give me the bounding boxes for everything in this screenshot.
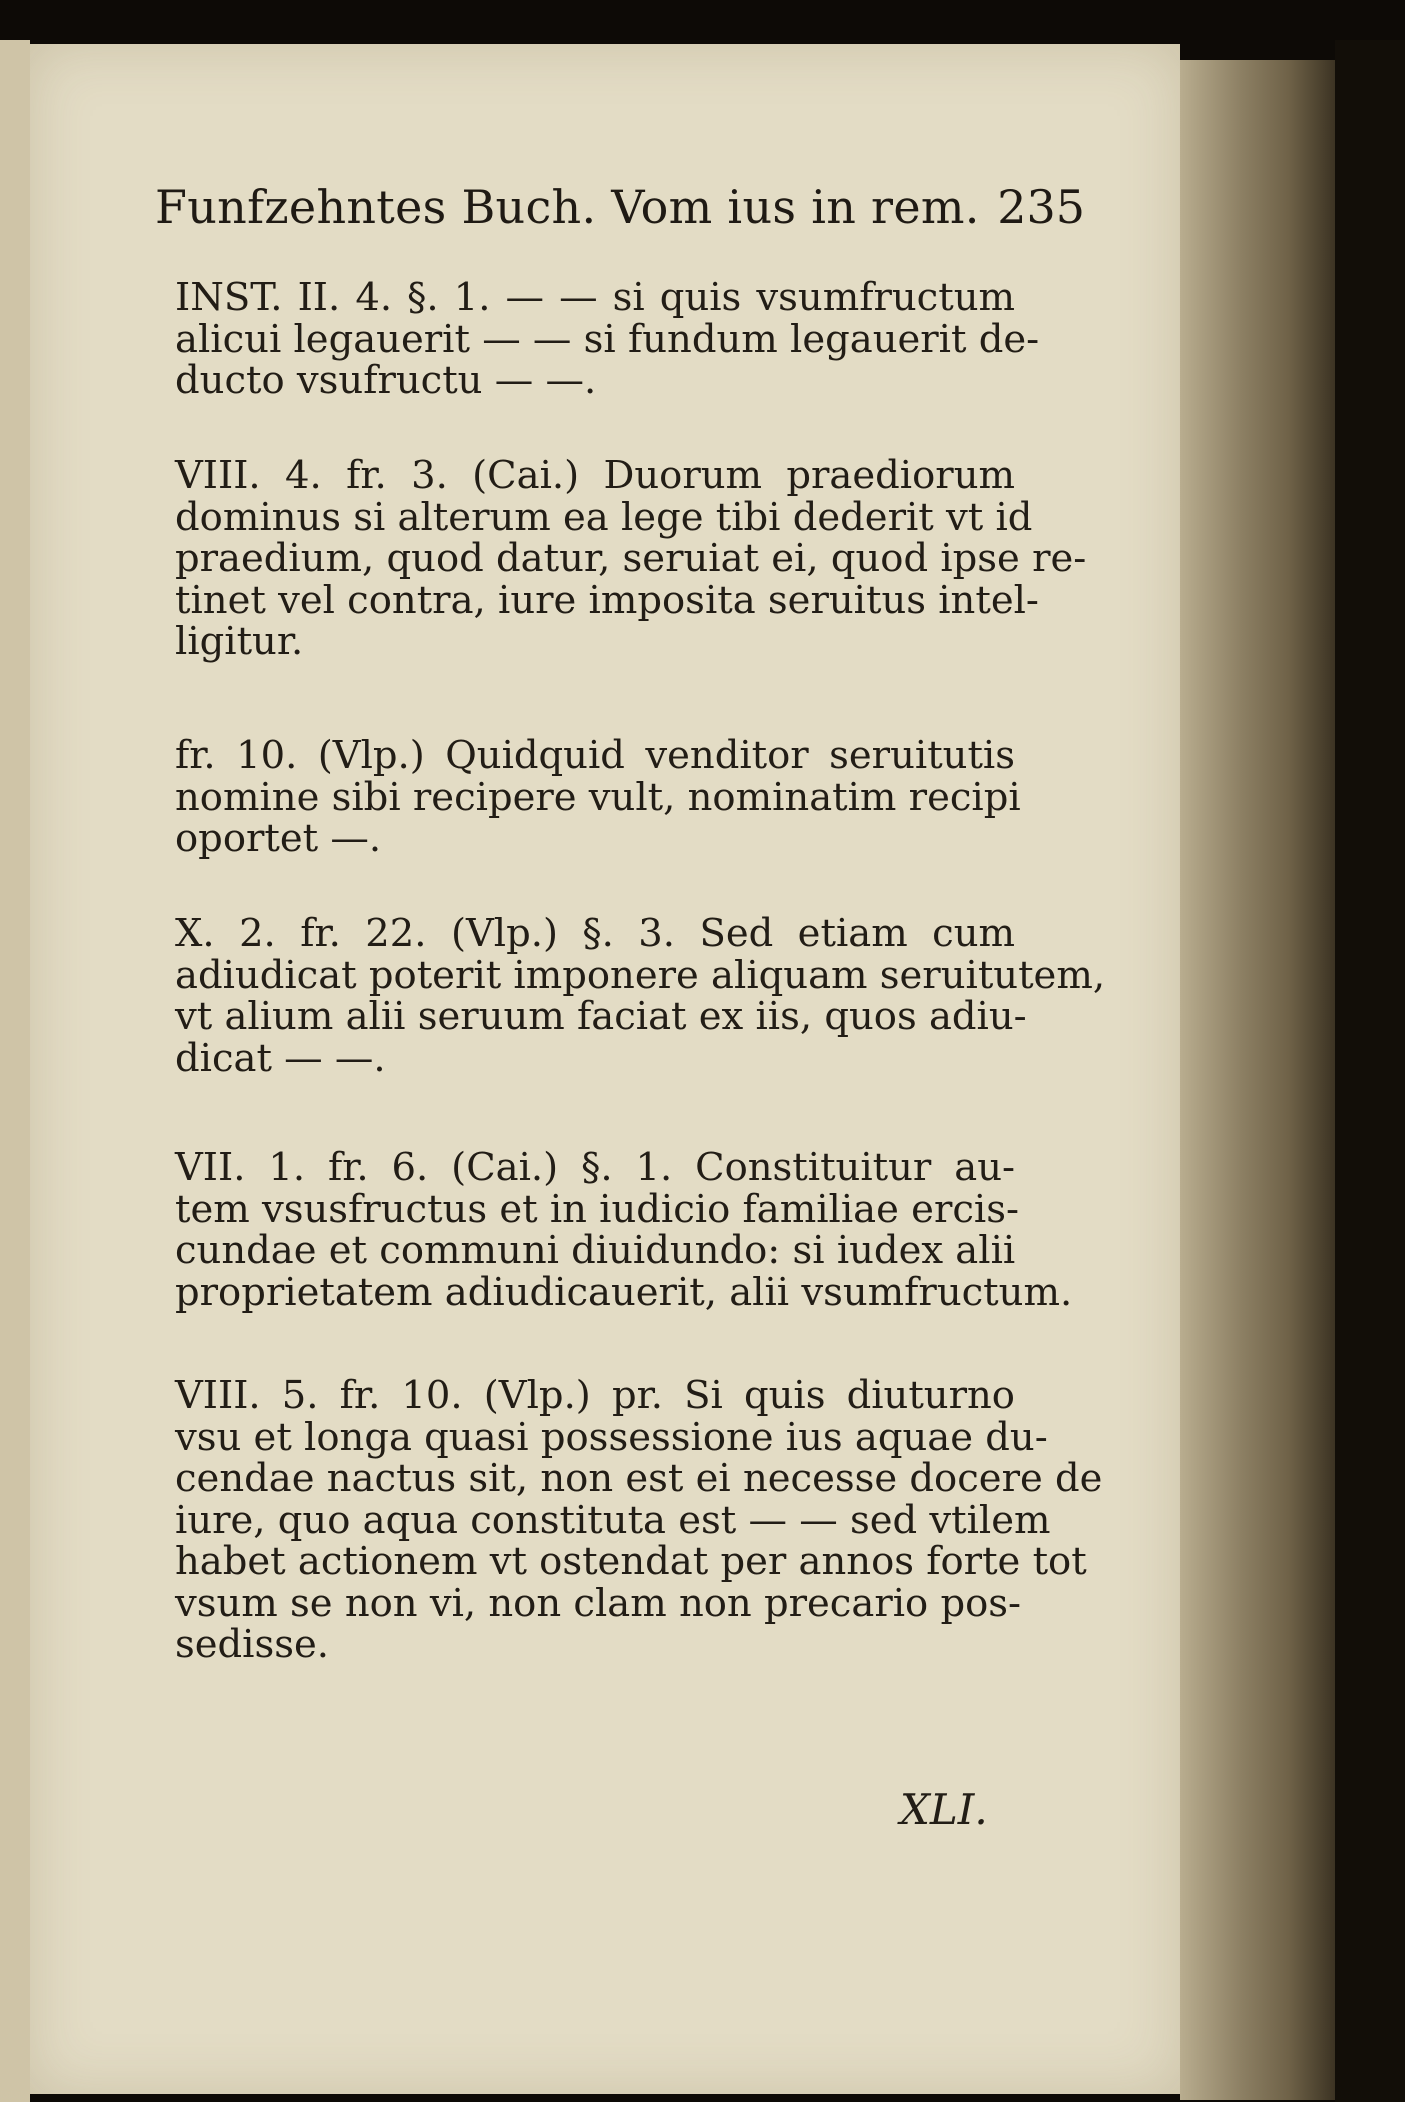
page-number: 235 xyxy=(997,180,1085,234)
text-line: VII. 1. fr. 6. (Cai.) §. 1. Constituitur au- xyxy=(175,1145,1015,1190)
text-line: X. 2. fr. 22. (Vlp.) §. 3. Sed etiam cum xyxy=(175,911,1015,956)
text-line: dominus si alterum ea lege tibi dederit vt id xyxy=(175,494,1033,540)
text-line: cendae nactus sit, non est ei necesse docere de xyxy=(175,1456,1103,1501)
entry-inst-ii-4 xyxy=(175,275,1040,403)
catchword: XLI. xyxy=(900,1785,988,1834)
entry-fr-10-vlp xyxy=(175,733,1021,861)
text-line: ligitur. xyxy=(175,619,304,664)
left-facing-page-edge xyxy=(0,40,30,2102)
text-line: proprietatem adiudicauerit, alii vsumfructum. xyxy=(175,1269,1073,1315)
text-line: cundae et communi diuidundo: si iudex alii xyxy=(175,1228,1016,1273)
text-line: praedium, quod datur, seruiat ei, quod ipse re- xyxy=(175,536,1087,581)
text-line: iure, quo aqua constituta est — — sed vtilem xyxy=(175,1497,1051,1543)
text-line: oportet —. xyxy=(175,816,382,861)
text-line: alicui legauerit — — si fundum legauerit de- xyxy=(175,316,1040,362)
text-line: ducto vsufructu — —. xyxy=(175,358,597,403)
text-line: vsu et longa quasi possessione ius aquae du- xyxy=(175,1414,1048,1460)
text-line: fr. 10. (Vlp.) Quidquid venditor seruitutis xyxy=(175,733,1015,778)
text-line: sedisse. xyxy=(175,1622,330,1667)
text-line: vsum se non vi, non clam non precario pos- xyxy=(175,1580,1022,1626)
text-line: INST. II. 4. §. 1. — — si quis vsumfructum xyxy=(175,275,1015,320)
text-line: vt alium alii seruum faciat ex iis, quos adiu- xyxy=(175,994,1027,1039)
text-line: tinet vel contra, iure imposita seruitus intel- xyxy=(175,577,1039,623)
entry-viii-4-fr-3 xyxy=(175,453,1087,664)
text-line: nomine sibi recipere vult, nominatim recipi xyxy=(175,774,1021,820)
background-edge xyxy=(1335,40,1405,2102)
text-line: habet actionem vt ostendat per annos forte tot xyxy=(175,1539,1087,1584)
text-line: dicat — —. xyxy=(175,1035,386,1081)
entry-viii-5-fr-10 xyxy=(175,1373,1103,1667)
entry-x-2-fr-22 xyxy=(175,911,1106,1081)
text-line: VIII. 5. fr. 10. (Vlp.) pr. Si quis diuturno xyxy=(175,1373,1015,1418)
text-line: tem vsusfructus et in iudicio familiae ercis- xyxy=(175,1186,1019,1232)
text-line: VIII. 4. fr. 3. (Cai.) Duorum praediorum xyxy=(175,453,1015,498)
entry-vii-1-fr-6 xyxy=(175,1145,1073,1315)
page-stack-edge xyxy=(1180,60,1335,2100)
running-header xyxy=(155,180,1085,250)
text-line: adiudicat poterit imponere aliquam seruitutem, xyxy=(175,952,1106,998)
running-title: Funfzehntes Buch. Vom ius in rem. xyxy=(155,180,980,234)
